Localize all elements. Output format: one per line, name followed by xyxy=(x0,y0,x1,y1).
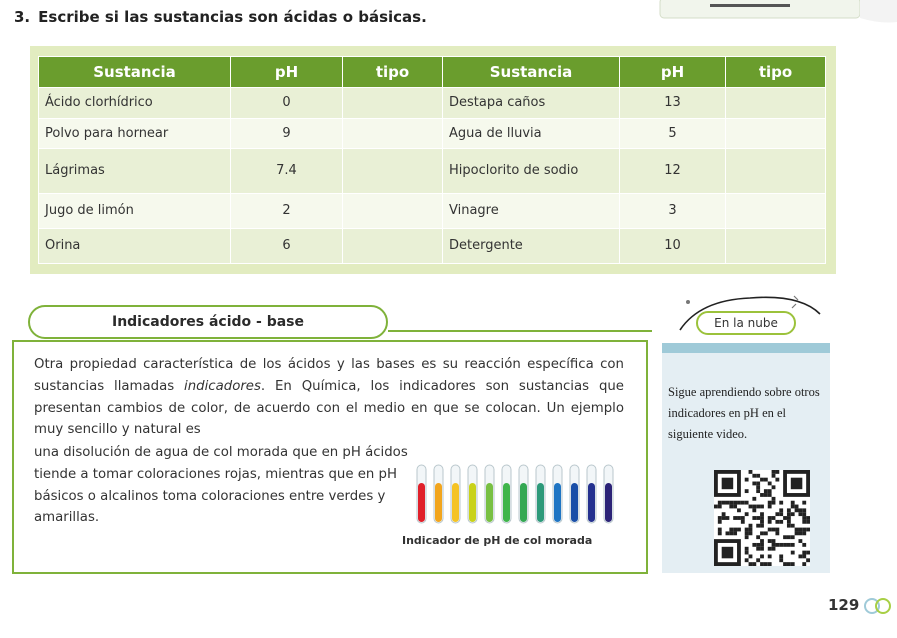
type-answer-cell[interactable] xyxy=(343,194,443,229)
test-tube xyxy=(451,465,460,523)
ph-cell: 5 xyxy=(620,118,726,149)
section-rule xyxy=(388,330,652,332)
substance-cell: Agua de lluvia xyxy=(443,118,620,149)
type-answer-cell[interactable] xyxy=(726,88,826,119)
substance-cell: Destapa caños xyxy=(443,88,620,119)
paragraph-text-a: Otra propiedad característica de los ácidos y las bases es su reacción específica con sustancias llamadas xyxy=(34,357,624,394)
indicators-paragraph-continued: una disolución de agua de col morada que en pH ácidos tiende a tomar coloraciones rojas, mientras que en pH básicos o alcalinos toma coloraciones entre verdes y amarillas. xyxy=(34,445,408,526)
substance-cell: Hipoclorito de sodio xyxy=(443,149,620,194)
substance-cell: Orina xyxy=(39,229,231,264)
test-tube xyxy=(570,465,579,523)
type-answer-cell[interactable] xyxy=(343,118,443,149)
substance-cell: Detergente xyxy=(443,229,620,264)
substance-cell: Vinagre xyxy=(443,194,620,229)
tubes-caption: Indicador de pH de col morada xyxy=(402,534,593,547)
table-row xyxy=(39,88,826,119)
top-decoration xyxy=(650,0,897,24)
type-answer-cell[interactable] xyxy=(726,149,826,194)
page-rings-icon xyxy=(862,596,894,616)
test-tube xyxy=(587,465,596,523)
paragraph-term: indicadores xyxy=(184,378,261,394)
ph-cell: 10 xyxy=(620,229,726,264)
ph-cell: 7.4 xyxy=(231,149,343,194)
substances-table-panel xyxy=(30,46,836,274)
test-tube xyxy=(434,465,443,523)
paragraph-text-b: . En Química, los indicadores son sustancias que presentan cambios de color, de acuerdo con el medio en que se colocan. Un ejemplo muy sencillo y natural es xyxy=(34,378,624,438)
ph-cell: 2 xyxy=(231,194,343,229)
test-tube xyxy=(485,465,494,523)
test-tube xyxy=(553,465,562,523)
table-row xyxy=(39,118,826,149)
header-sustancia-2: Sustancia xyxy=(443,57,620,88)
type-answer-cell[interactable] xyxy=(726,194,826,229)
test-tube xyxy=(604,465,613,523)
type-answer-cell[interactable] xyxy=(343,88,443,119)
exercise-number: 3. xyxy=(14,8,31,26)
type-answer-cell[interactable] xyxy=(726,229,826,264)
test-tube xyxy=(502,465,511,523)
substance-cell: Polvo para hornear xyxy=(39,118,231,149)
ph-cell: 9 xyxy=(231,118,343,149)
cloud-panel-top-bar xyxy=(662,343,830,353)
qr-code[interactable] xyxy=(714,470,810,566)
page-number: 129 xyxy=(828,596,860,614)
exercise-heading xyxy=(14,8,427,26)
indicators-paragraph xyxy=(34,354,624,441)
ph-cell: 13 xyxy=(620,88,726,119)
ph-cell: 0 xyxy=(231,88,343,119)
cloud-tab: En la nube xyxy=(696,311,796,335)
header-tipo-2: tipo xyxy=(726,57,826,88)
substance-cell: Ácido clorhídrico xyxy=(39,88,231,119)
substance-cell: Lágrimas xyxy=(39,149,231,194)
header-sustancia-1: Sustancia xyxy=(39,57,231,88)
cloud-text: Sigue aprendiendo sobre otros indicadores en pH en el siguiente video. xyxy=(668,385,820,441)
exercise-instruction: Escribe si las sustancias son ácidas o básicas. xyxy=(38,8,427,26)
test-tube xyxy=(417,465,426,523)
table-header-row xyxy=(39,57,826,88)
test-tubes-illustration xyxy=(414,463,618,527)
header-ph-1: pH xyxy=(231,57,343,88)
type-answer-cell[interactable] xyxy=(343,229,443,264)
substances-table xyxy=(38,56,826,264)
header-tipo-1: tipo xyxy=(343,57,443,88)
indicators-heading: Indicadores ácido - base xyxy=(28,305,388,339)
ph-cell: 6 xyxy=(231,229,343,264)
table-row xyxy=(39,229,826,264)
header-ph-2: pH xyxy=(620,57,726,88)
substance-cell: Jugo de limón xyxy=(39,194,231,229)
type-answer-cell[interactable] xyxy=(726,118,826,149)
ph-cell: 12 xyxy=(620,149,726,194)
type-answer-cell[interactable] xyxy=(343,149,443,194)
ph-cell: 3 xyxy=(620,194,726,229)
test-tube xyxy=(468,465,477,523)
test-tube xyxy=(519,465,528,523)
test-tube xyxy=(536,465,545,523)
table-row xyxy=(39,149,826,194)
table-row xyxy=(39,194,826,229)
